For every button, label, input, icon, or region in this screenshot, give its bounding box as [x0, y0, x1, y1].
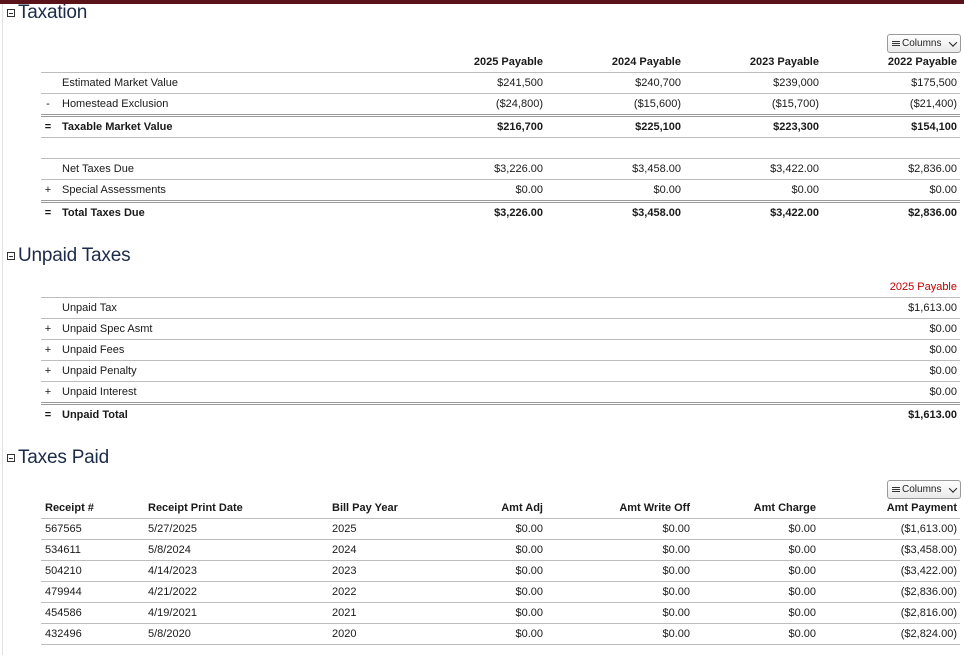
paid-columns-button[interactable]	[887, 480, 961, 499]
value-cell: $216,700	[497, 121, 543, 133]
taxation-header-2025: 2025 Payable	[473, 56, 543, 68]
receipt-print-date: 4/14/2023	[148, 565, 197, 577]
top-accent-bar	[0, 0, 964, 4]
row-label: Unpaid Spec Asmt	[62, 323, 153, 335]
header-receipt-print-date[interactable]: Receipt Print Date	[148, 502, 243, 514]
amt-charge: $0.00	[788, 607, 816, 619]
divider	[41, 381, 960, 382]
value-cell: $0.00	[791, 184, 819, 196]
receipt-number: 534611	[45, 544, 81, 556]
taxation-header-2022: 2022 Payable	[887, 56, 957, 68]
row-operator: +	[44, 365, 52, 377]
divider	[41, 179, 960, 180]
taxation-header-2023: 2023 Payable	[749, 56, 819, 68]
row-label: Special Assessments	[62, 184, 166, 196]
receipt-number: 567565	[45, 523, 82, 535]
receipt-number: 432496	[45, 628, 82, 640]
amt-write-off: $0.00	[662, 586, 690, 598]
row-label: Estimated Market Value	[62, 77, 178, 89]
header-amt-payment[interactable]: Amt Payment	[886, 502, 957, 514]
amt-write-off: $0.00	[662, 565, 690, 577]
value-cell: $154,100	[911, 121, 957, 133]
divider	[41, 644, 960, 645]
amt-write-off: $0.00	[662, 607, 690, 619]
receipt-print-date: 4/21/2022	[148, 586, 197, 598]
value-cell: $3,226.00	[494, 207, 543, 219]
double-divider	[41, 200, 960, 203]
amt-adj: $0.00	[515, 586, 543, 598]
double-divider	[41, 402, 960, 405]
row-label: Total Taxes Due	[62, 207, 145, 219]
divider	[41, 623, 960, 624]
paid-title: Taxes Paid	[18, 447, 109, 468]
value-cell: ($15,600)	[633, 98, 681, 110]
value-cell: $3,458.00	[632, 207, 681, 219]
unpaid-header-2025: 2025 Payable	[889, 281, 957, 293]
header-receipt[interactable]: Receipt #	[45, 502, 94, 514]
value-cell: $241,500	[497, 77, 543, 89]
receipt-number: 504210	[45, 565, 82, 577]
amt-charge: $0.00	[788, 544, 816, 556]
divider	[41, 518, 960, 519]
value-cell: $240,700	[635, 77, 681, 89]
amt-charge: $0.00	[788, 586, 816, 598]
row-label: Net Taxes Due	[62, 163, 134, 175]
value-cell: $0.00	[653, 184, 681, 196]
row-label: Unpaid Interest	[62, 386, 137, 398]
row-operator: +	[44, 386, 52, 398]
amt-payment: ($2,816.00)	[900, 607, 957, 619]
left-border	[2, 4, 3, 655]
row-label: Unpaid Tax	[62, 302, 117, 314]
divider	[41, 137, 960, 138]
amt-adj: $0.00	[515, 544, 543, 556]
collapse-icon[interactable]	[7, 9, 15, 17]
row-operator: +	[44, 323, 52, 335]
list-icon	[892, 487, 900, 493]
bill-pay-year: 2024	[332, 544, 357, 556]
double-divider	[41, 114, 960, 117]
receipt-print-date: 5/27/2025	[148, 523, 197, 535]
value-cell: ($15,700)	[771, 98, 819, 110]
chevron-down-icon	[949, 484, 957, 492]
row-operator: +	[44, 344, 52, 356]
receipt-print-date: 5/8/2024	[148, 544, 191, 556]
amt-payment: ($2,824.00)	[900, 628, 957, 640]
header-amt-write-off[interactable]: Amt Write Off	[619, 502, 690, 514]
value-cell: $3,422.00	[770, 207, 819, 219]
value-cell: $2,836.00	[908, 163, 957, 175]
amt-adj: $0.00	[515, 523, 543, 535]
row-label: Homestead Exclusion	[62, 98, 169, 110]
row-operator: =	[44, 121, 52, 133]
taxation-header-2024: 2024 Payable	[611, 56, 681, 68]
row-label: Taxable Market Value	[62, 121, 173, 133]
taxation-columns-button[interactable]	[887, 34, 961, 53]
header-amt-adj[interactable]: Amt Adj	[501, 502, 543, 514]
value-cell: ($21,400)	[909, 98, 957, 110]
value-cell: $175,500	[911, 77, 957, 89]
value-cell: $1,613.00	[908, 302, 957, 314]
unpaid-title: Unpaid Taxes	[18, 245, 131, 266]
divider	[41, 297, 960, 298]
row-operator: -	[46, 98, 50, 110]
row-operator: =	[44, 409, 52, 421]
bill-pay-year: 2021	[332, 607, 357, 619]
divider	[41, 339, 960, 340]
amt-charge: $0.00	[788, 565, 816, 577]
amt-adj: $0.00	[515, 565, 543, 577]
amt-write-off: $0.00	[662, 523, 690, 535]
row-label: Unpaid Fees	[62, 344, 125, 356]
receipt-print-date: 4/19/2021	[148, 607, 197, 619]
value-cell: $1,613.00	[908, 409, 957, 421]
row-operator: =	[44, 207, 52, 219]
taxation-section-header	[7, 2, 87, 24]
row-label: Unpaid Total	[62, 409, 128, 421]
amt-adj: $0.00	[515, 607, 543, 619]
divider	[41, 602, 960, 603]
taxation-title: Taxation	[18, 2, 88, 23]
amt-charge: $0.00	[788, 628, 816, 640]
value-cell: $0.00	[515, 184, 543, 196]
divider	[41, 560, 960, 561]
divider	[41, 539, 960, 540]
list-icon	[892, 41, 900, 47]
columns-label: Columns	[902, 484, 942, 495]
bill-pay-year: 2022	[332, 586, 357, 598]
value-cell: $223,300	[773, 121, 819, 133]
receipt-number: 479944	[45, 586, 82, 598]
divider	[41, 318, 960, 319]
bill-pay-year: 2020	[332, 628, 357, 640]
receipt-number: 454586	[45, 607, 82, 619]
value-cell: $0.00	[929, 323, 957, 335]
value-cell: $0.00	[929, 344, 957, 356]
amt-charge: $0.00	[788, 523, 816, 535]
columns-label: Columns	[902, 38, 942, 49]
value-cell: ($24,800)	[495, 98, 543, 110]
chevron-down-icon	[949, 38, 957, 46]
divider	[41, 72, 960, 73]
divider	[41, 581, 960, 582]
amt-payment: ($3,422.00)	[900, 565, 957, 577]
value-cell: $0.00	[929, 365, 957, 377]
amt-write-off: $0.00	[662, 628, 690, 640]
unpaid-section-header	[7, 245, 130, 267]
value-cell: $3,422.00	[770, 163, 819, 175]
divider	[41, 360, 960, 361]
amt-adj: $0.00	[515, 628, 543, 640]
receipt-print-date: 5/8/2020	[148, 628, 191, 640]
row-label: Unpaid Penalty	[62, 365, 137, 377]
value-cell: $0.00	[929, 184, 957, 196]
header-amt-charge[interactable]: Amt Charge	[753, 502, 816, 514]
value-cell: $239,000	[773, 77, 819, 89]
collapse-icon[interactable]	[7, 454, 15, 462]
divider	[41, 93, 960, 94]
value-cell: $0.00	[929, 386, 957, 398]
divider	[41, 158, 960, 159]
bill-pay-year: 2025	[332, 523, 357, 535]
amt-payment: ($1,613.00)	[900, 523, 957, 535]
value-cell: $225,100	[635, 121, 681, 133]
value-cell: $2,836.00	[908, 207, 957, 219]
paid-section-header	[7, 447, 109, 469]
header-bill-pay-year[interactable]: Bill Pay Year	[332, 502, 398, 514]
amt-write-off: $0.00	[662, 544, 690, 556]
amt-payment: ($2,836.00)	[900, 586, 957, 598]
bill-pay-year: 2023	[332, 565, 357, 577]
value-cell: $3,226.00	[494, 163, 543, 175]
value-cell: $3,458.00	[632, 163, 681, 175]
row-operator: +	[44, 184, 52, 196]
amt-payment: ($3,458.00)	[900, 544, 957, 556]
collapse-icon[interactable]	[7, 252, 15, 260]
